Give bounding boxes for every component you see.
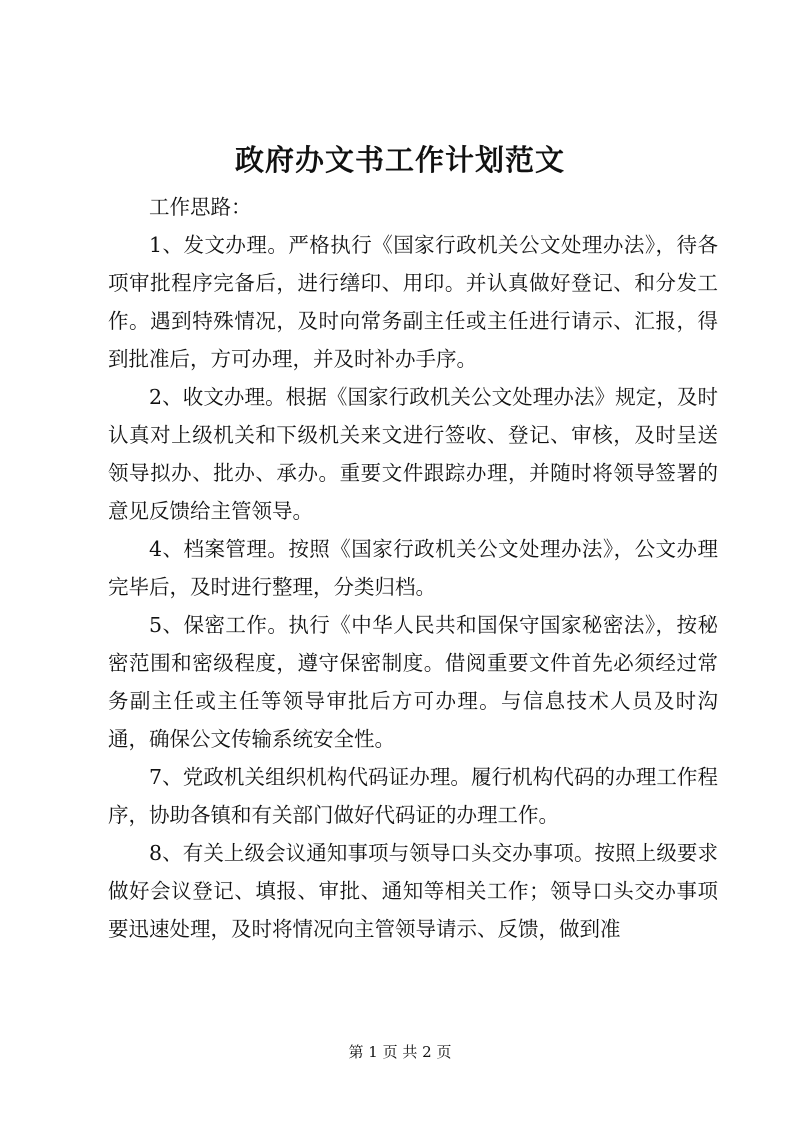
document-title: 政府办文书工作计划范文	[234, 143, 565, 177]
paragraph-archives: 4、档案管理。按照《国家行政机关公文处理办法》，公文办理完毕后，及时进行整理，分类归档。	[108, 537, 718, 599]
paragraph-meetings: 8、有关上级会议通知事项与领导口头交办事项。按照上级要求做好会议登记、填报、审批、通知等相关工作；领导口头交办事项要迅速处理，及时将情况向主管领导请示、反馈，做到准	[108, 841, 718, 941]
paragraph-outgoing-docs: 1、发文办理。严格执行《国家行政机关公文处理办法》，待各项审批程序完备后，进行缮印、用印。并认真做好登记、和分发工作。遇到特殊情况，及时向常务副主任或主任进行请示、汇报，得到批准后，方可办理，并及时补办手序。	[108, 233, 718, 371]
paragraph-org-code: 7、党政机关组织机构代码证办理。履行机构代码的办理工作程序，协助各镇和有关部门做好代码证的办理工作。	[108, 765, 718, 827]
paragraph-incoming-docs: 2、收文办理。根据《国家行政机关公文处理办法》规定，及时认真对上级机关和下级机关来文进行签收、登记、审核，及时呈送领导拟办、批办、承办。重要文件跟踪办理，并随时将领导签署的意见反馈给主管领导。	[108, 385, 718, 523]
document-body	[108, 188, 718, 948]
page-footer: 第 1 页 共 2 页	[348, 1043, 452, 1061]
paragraph-confidentiality: 5、保密工作。执行《中华人民共和国保守国家秘密法》，按秘密范围和密级程度，遵守保密制度。借阅重要文件首先必须经过常务副主任或主任等领导审批后方可办理。与信息技术人员及时沟通，确保公文传输系统安全性。	[108, 613, 718, 751]
paragraph-intro: 工作思路：	[149, 195, 252, 219]
